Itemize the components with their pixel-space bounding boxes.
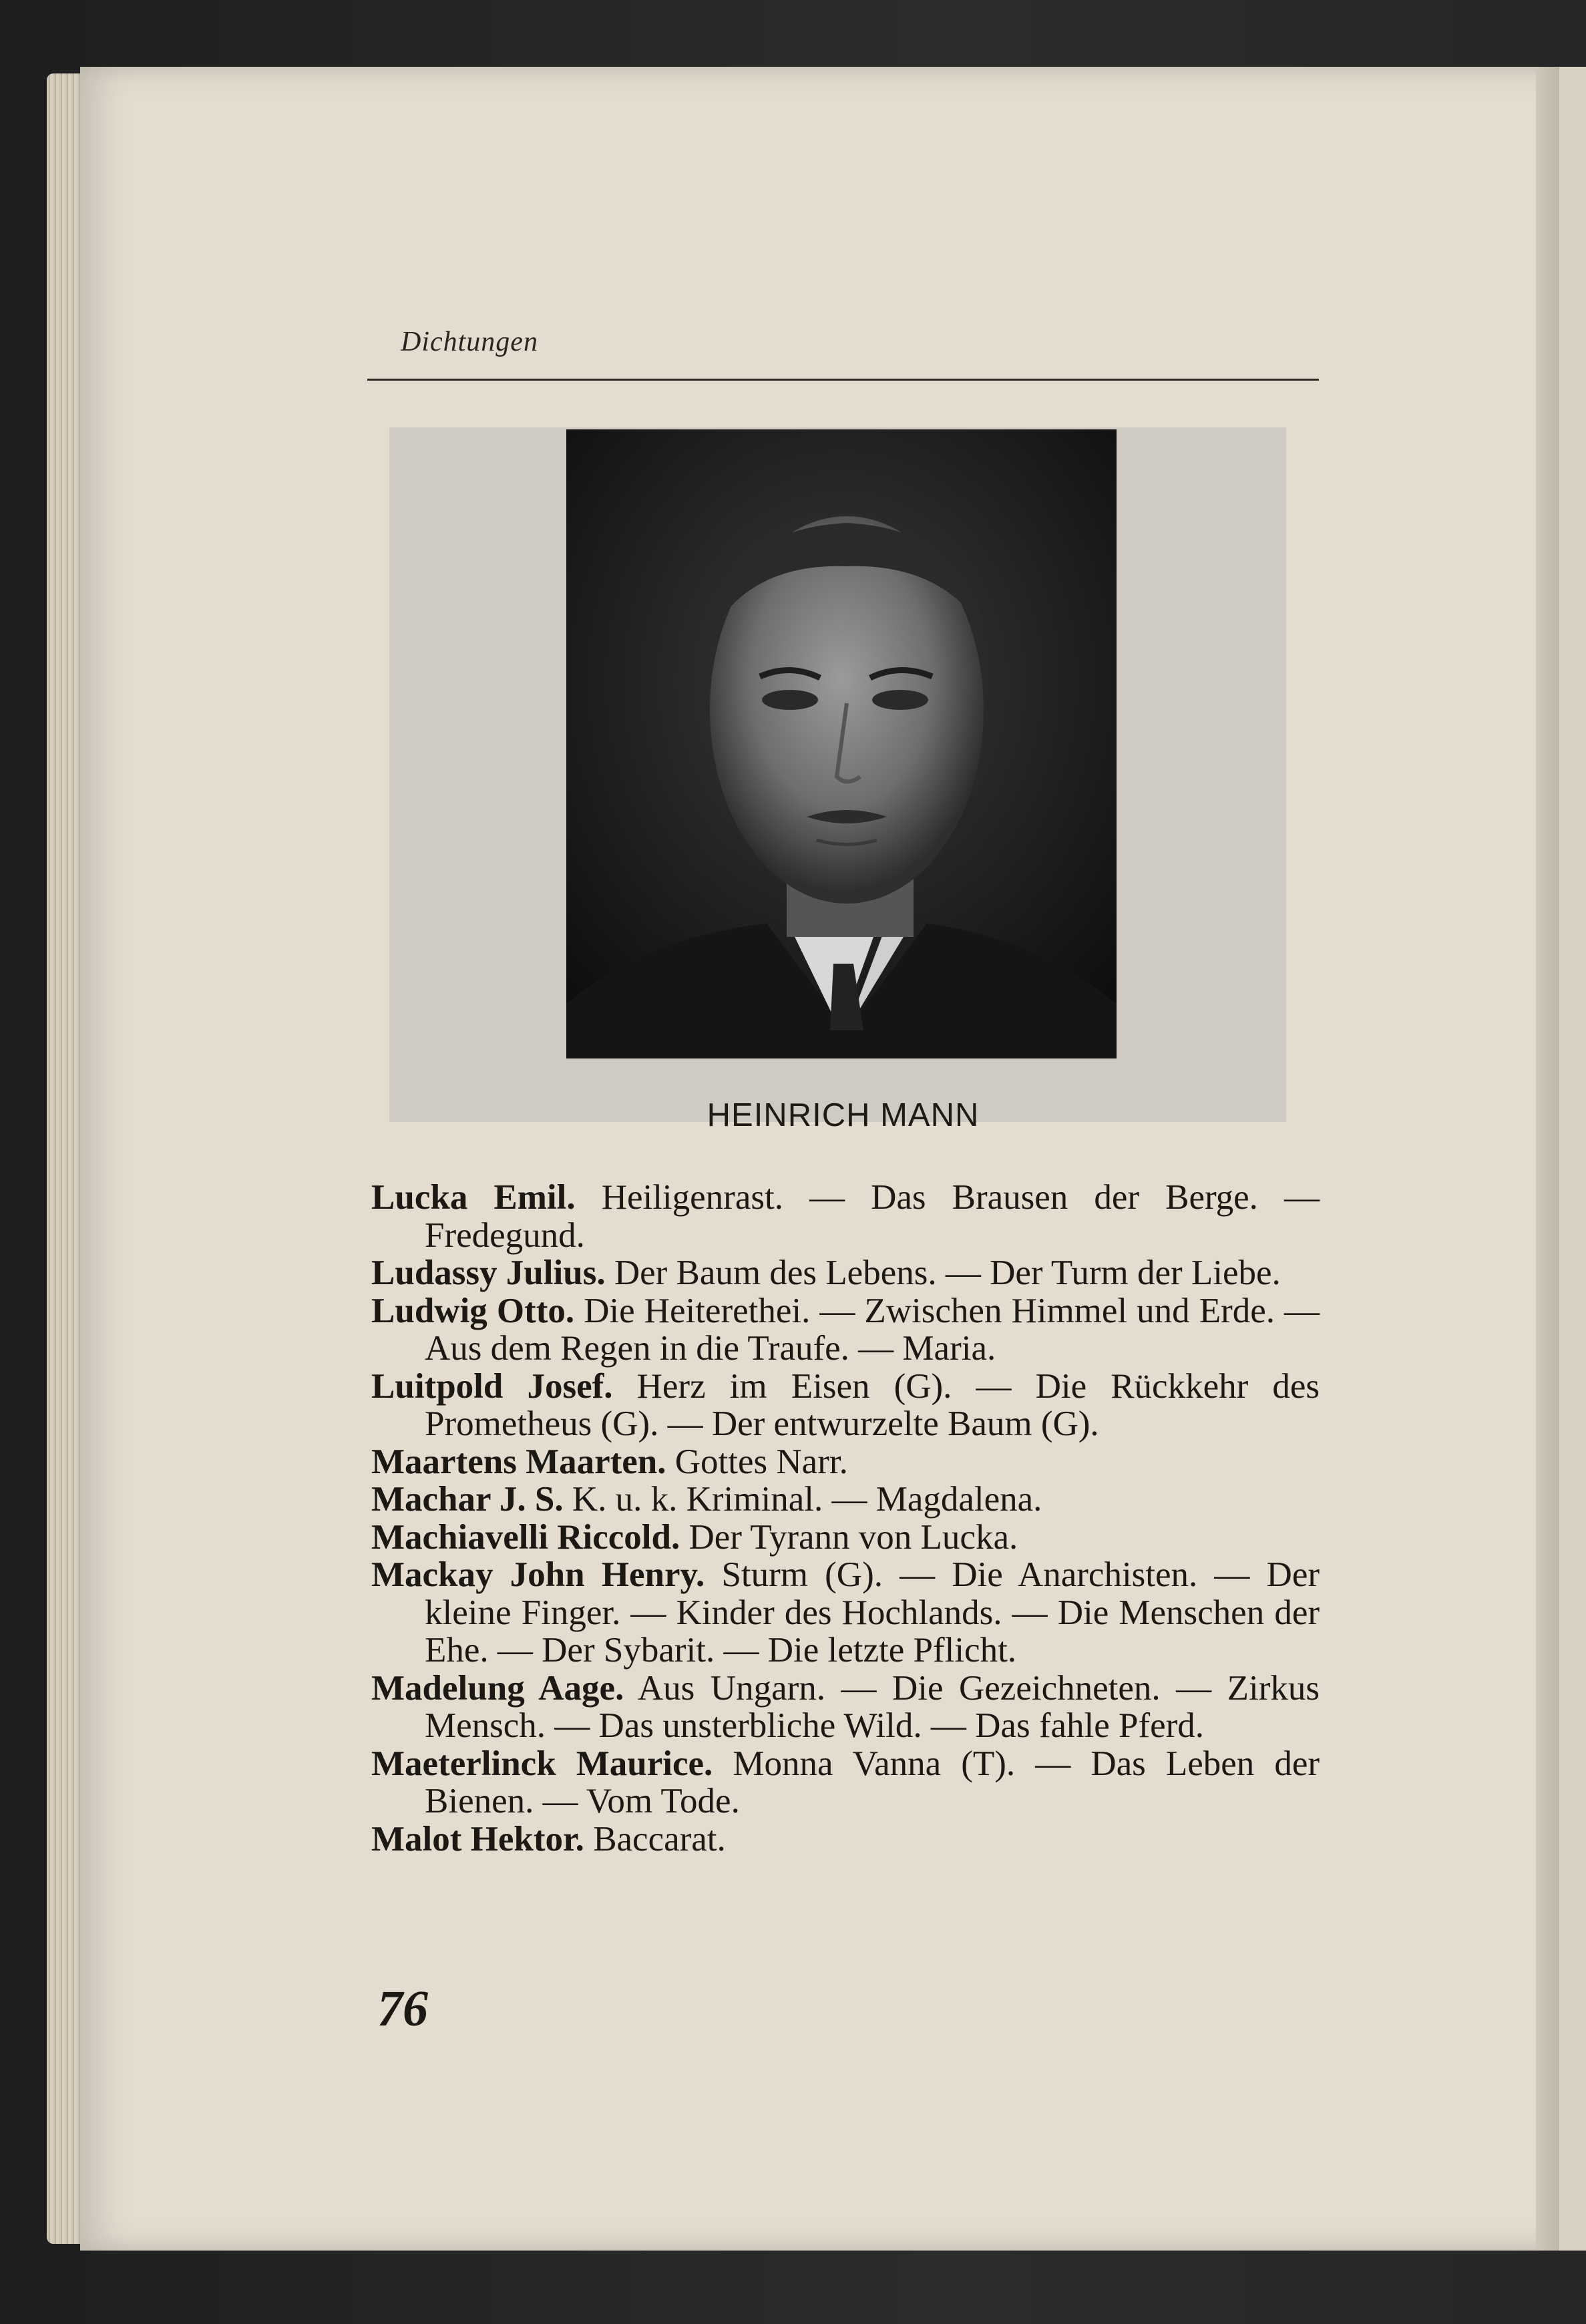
photo-caption: HEINRICH MANN (707, 1097, 980, 1133)
portrait-image (566, 429, 1117, 1058)
list-item (371, 1519, 1320, 1557)
works: Der Baum des Lebens. — Der Turm der Liebe. (614, 1253, 1281, 1292)
works: Die Heiterethei. — Zwischen Himmel und Erde. — Aus dem Regen in die Traufe. — Maria. (425, 1291, 1320, 1368)
author-list (371, 1179, 1320, 1858)
list-item (371, 1481, 1320, 1519)
works: Gottes Narr. (674, 1442, 848, 1481)
book-page (80, 67, 1559, 2251)
list-item (371, 1368, 1320, 1443)
author-name: Luitpold Josef. (371, 1366, 613, 1406)
list-item (371, 1443, 1320, 1481)
list-item (371, 1670, 1320, 1745)
author-name: Maeterlinck Maurice. (371, 1744, 713, 1783)
portrait-photo (566, 429, 1117, 1058)
list-item (371, 1820, 1320, 1859)
works: Baccarat. (593, 1819, 726, 1859)
author-name: Ludassy Julius. (371, 1253, 606, 1292)
works: Sturm (G). — Die Anarchisten. — Der kleine Finger. — Kinder des Hochlands. — Die Menschen der Ehe. — Der Sybarit. — Die letzte Pflicht. (425, 1555, 1320, 1670)
author-name: Malot Hektor. (371, 1819, 584, 1859)
list-item (371, 1556, 1320, 1670)
list-item (371, 1292, 1320, 1368)
works: Der Tyrann von Lucka. (688, 1517, 1018, 1557)
author-name: Machar J. S. (371, 1480, 564, 1519)
page-number: 76 (377, 1981, 428, 2037)
facing-page-edge (1559, 67, 1586, 2251)
header-rule (367, 379, 1319, 381)
author-name: Maartens Maarten. (371, 1442, 666, 1481)
works: Aus Ungarn. — Die Gezeichneten. — Zirkus Mensch. — Das unsterbliche Wild. — Das fahle Pferd. (425, 1668, 1320, 1745)
author-name: Lucka Emil. (371, 1178, 576, 1217)
works: Herz im Eisen (G). — Die Rückkehr des Prometheus (G). — Der entwurzelte Baum (G). (425, 1366, 1320, 1443)
list-item (371, 1254, 1320, 1292)
author-name: Machiavelli Riccold. (371, 1517, 680, 1557)
works: K. u. k. Kriminal. — Magdalena. (572, 1480, 1042, 1519)
works: Heiligenrast. — Das Brausen der Berge. — Fredegund. (425, 1178, 1320, 1255)
author-name: Madelung Aage. (371, 1668, 624, 1708)
works: Monna Vanna (T). — Das Leben der Bienen. — Vom Tode. (425, 1744, 1320, 1820)
list-item (371, 1745, 1320, 1820)
author-name: Mackay John Henry. (371, 1555, 705, 1594)
page-gutter (1536, 67, 1559, 2251)
list-item (371, 1179, 1320, 1254)
author-name: Ludwig Otto. (371, 1291, 575, 1330)
running-head: Dichtungen (401, 327, 538, 357)
